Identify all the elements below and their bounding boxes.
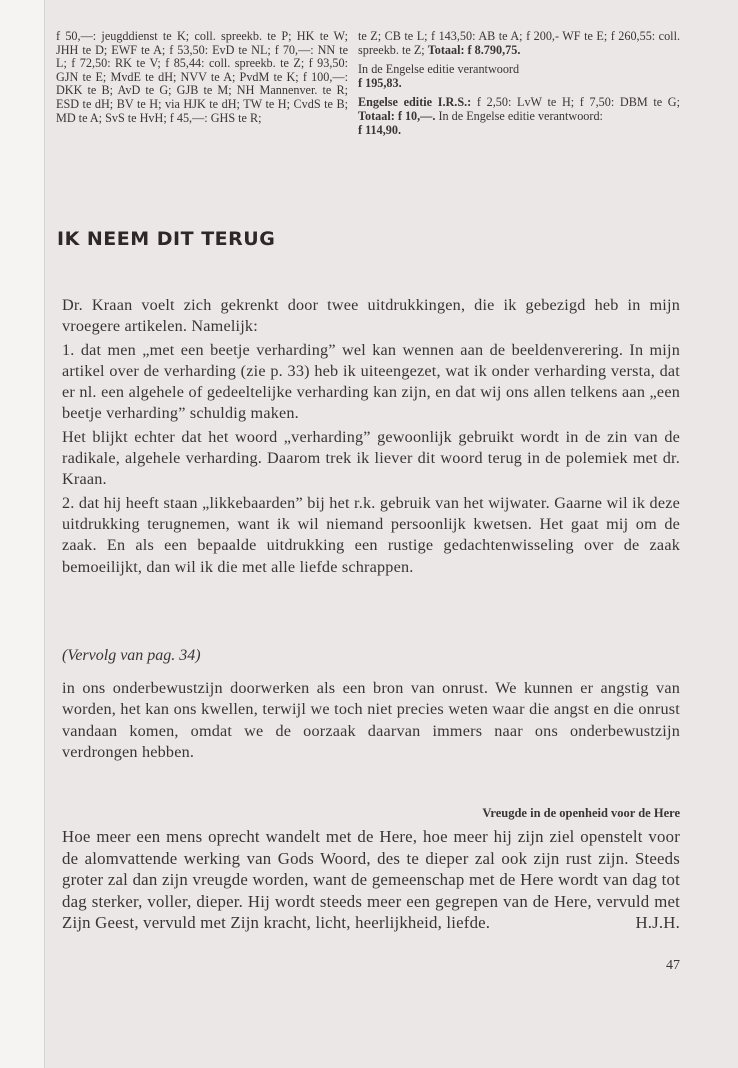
donations-text: te Z; CB te L; f 143,50: AB te A; f 200,- WF te E; f 260,55: coll. spreekb. te Z; [358,29,680,57]
note-text: In de Engelse editie verantwoord [358,62,520,77]
amount: f 195,83. [358,75,402,90]
paragraph: 2. dat hij heeft staan „likkebaarden” bij het r.k. gebruik van het wijwater. Gaarne wil ik deze uitdrukking terugnemen, want ik wil niemand persoonlijk kwetsen. Het gaat mij om de zaak. En als een bepaalde uitdrukking een rustige gedachtenwisseling over de zaak bemoeilijkt, dan wil ik die met alle liefde schrappen. [62,493,680,576]
amount: f 114,90. [358,122,401,137]
page-margin [0,0,45,1068]
irs-edition-note [358,96,680,137]
closing-text: Hoe meer een mens oprecht wandelt met de Here, hoe meer hij zijn ziel openstelt voor de alomvattende werking van Gods Woord, des te dieper zal ook zijn rust zijn. Steeds groter zal dan zijn vreugde worden, want de gemeenschap met de Here wordt van dag tot dag sterker, voller, dieper. Hij wordt steeds meer een gegrepen van de Here, vervuld met Zijn Geest, vervuld met Zijn kracht, licht, heerlijkheid, liefde. [62,827,680,932]
english-edition-note [358,63,680,90]
donations-right-column [358,30,680,143]
paragraph: 1. dat men „met een beetje verharding” wel kan wennen aan de beeldenverering. In mijn artikel over de verharding (zie p. 33) heb ik uiteengezet, wat ik onder verharding versta, dat er nl. een algehele of gedeeltelijke verharding kan zijn, en dat wij ons allen telkens aan „een beetje verharding” schuldig maken. [62,340,680,423]
donations-left-column [56,30,348,131]
closing-body [62,826,680,936]
article-body [62,295,680,580]
article-title: IK NEEM DIT TERUG [57,228,276,250]
donations-continued [358,30,680,57]
paragraph: Dr. Kraan voelt zich gekrenkt door twee uitdrukkingen, die ik gebezigd heb in mijn vroegere artikelen. Namelijk: [62,296,680,336]
paragraph: Het blijkt echter dat het woord „verharding” gewoonlijk gebruikt wordt in de zin van de radikale, algehele verharding. Daarom trek ik liever dit woord terug in de polemiek met dr. Kraan. [62,427,680,489]
text: In de Engelse editie verantwoord: [438,108,603,123]
text: f 2,50: LvW te H; f 7,50: DBM te G; [476,95,680,110]
page-number: 47 [666,958,680,973]
total: Totaal: f 8.790,75. [427,42,521,57]
donations-list: f 50,—: jeugddienst te K; coll. spreekb. te P; HK te W; JHH te D; EWF te A; f 53,50: EvD te NL; f 70,—: NN te L; f 72,50: RK te V; f 85,44: coll. spreekb. te Z; f 93,50: GJN te E; MvdE te dH; NVV te A; PvdM te K; f 100,—: DKK te B; AvD te G; GJB te M; NH Mannenver. te R; ESD te dH; BV te H; via HJK te dH; TW te H; CvdS te B; MD te A; SvS te HvH; f 45,—: GHS te R; [56,29,348,125]
total: Totaal: f 10,—. [358,108,436,123]
paragraph: in ons onderbewustzijn doorwerken als een bron van onrust. We kunnen er angstig van worden, het kan ons kwellen, terwijl we toch niet precies weten waar die angst en die onrust vandaan komen, omdat we de oorzaak daarvan immers naar ons onderbewustzijn verdrongen hebben. [62,679,680,761]
continuation-body [62,678,680,765]
paragraph [62,826,680,934]
subheading: Vreugde in de openheid voor de Here [482,806,680,820]
signature: H.J.H. [635,913,680,932]
continuation-label: (Vervolg van pag. 34) [62,647,201,664]
label: Engelse editie I.R.S.: [358,95,472,110]
